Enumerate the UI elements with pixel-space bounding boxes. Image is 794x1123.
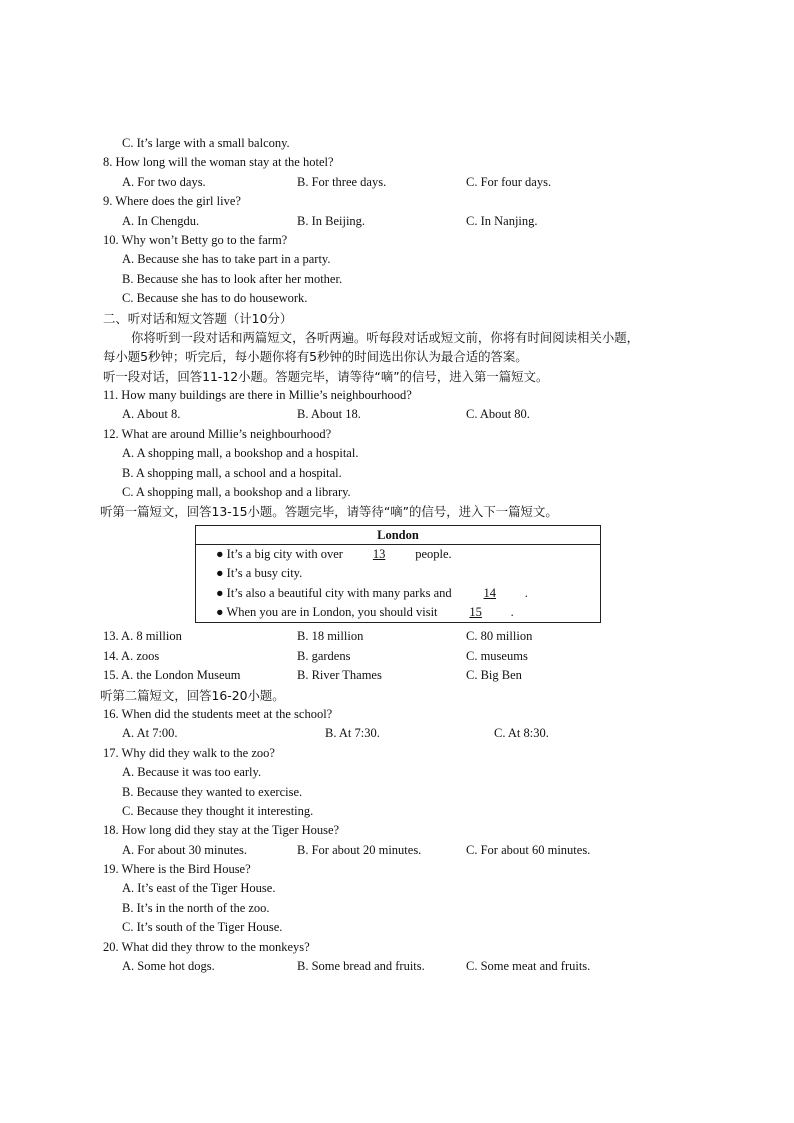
section2-intro-line1: 你将听到一段对话和两篇短文，各听两遍。听每段对话或短文前，你将有时间阅读相关小题， [131,329,640,345]
q17-stem: 17. Why did they walk to the zoo? [103,745,275,760]
q9-options [103,212,703,231]
passage2-instruction: 听第二篇短文，回答16-20小题。 [100,687,285,703]
q16-option-a: A. At 7:00. [122,726,178,741]
row4-end: . [510,604,514,619]
blank-15: 15 [469,604,482,619]
q15-option-b: B. River Thames [297,668,382,683]
q16-stem: 16. When did the students meet at the school? [103,706,333,721]
dialogue-instruction: 听一段对话，回答11-12小题。答题完毕，请等待“嘀”的信号，进入第一篇短文。 [103,368,549,384]
q20-option-a: A. Some hot dogs. [122,959,215,974]
q7-option-c: C. It’s large with a small balcony. [122,136,290,150]
q17-option-a: A. Because it was too early. [122,765,262,780]
q14-option-b: B. gardens [297,648,351,663]
q10-stem: 10. Why won’t Betty go to the farm? [103,232,288,247]
q17-option-b: B. Because they wanted to exercise. [122,784,303,799]
q13-options [103,627,703,646]
q20-option-b: B. Some bread and fruits. [297,959,425,974]
q11-option-c: C. About 80. [466,407,530,422]
q11-stem: 11. How many buildings are there in Millie’s neighbourhood? [103,388,412,403]
q13-option-c: C. 80 million [466,629,533,644]
london-table-row-2: ● It’s a busy city. [216,566,303,581]
passage1-instruction: 听第一篇短文，回答13-15小题。答题完毕，请等待“嘀”的信号，进入下一篇短文。 [100,504,558,520]
q13-option-a: 13. A. 8 million [103,629,182,644]
q10-option-a: A. Because she has to take part in a party. [122,252,331,267]
page-content [100,134,703,976]
q19-option-c: C. It’s south of the Tiger House. [122,920,283,935]
q8-option-b: B. For three days. [297,174,387,189]
row3-end: . [524,585,528,600]
section2-intro-line2: 每小题5秒钟；听完后，每小题你将有5秒钟的时间选出你认为最合适的答案。 [103,349,528,365]
blank-14: 14 [483,585,496,600]
q18-option-b: B. For about 20 minutes. [297,842,422,857]
q14-option-c: C. museums [466,648,528,663]
blank-13: 13 [372,546,386,561]
london-table-row-3 [196,584,600,603]
q8-option-a: A. For two days. [122,174,206,189]
q10-option-c: C. Because she has to do housework. [122,291,308,306]
q19-stem: 19. Where is the Bird House? [103,862,251,877]
q17-option-c: C. Because they thought it interesting. [122,803,314,818]
london-table [195,525,601,624]
q18-stem: 18. How long did they stay at the Tiger House? [103,823,340,838]
q18-option-c: C. For about 60 minutes. [466,842,591,857]
q11-option-a: A. About 8. [122,407,181,422]
q11-options [103,405,703,424]
q14-options [103,647,703,666]
q8-option-c: C. For four days. [466,174,552,189]
row1-text: ● It’s a big city with over [216,546,343,561]
q12-option-c: C. A shopping mall, a bookshop and a library. [122,485,351,500]
london-table-row-4 [196,603,600,622]
q16-option-c: C. At 8:30. [494,726,549,741]
london-table-title: London [196,526,600,545]
london-table-row-1 [196,545,600,564]
q16-options [103,724,703,743]
q10-option-b: B. Because she has to look after her mother. [122,271,343,286]
q19-option-b: B. It’s in the north of the zoo. [122,900,270,915]
q9-stem: 9. Where does the girl live? [103,194,241,209]
q19-option-a: A. It’s east of the Tiger House. [122,881,276,896]
q9-option-c: C. In Nanjing. [466,213,538,228]
q8-stem: 8. How long will the woman stay at the hotel? [103,155,334,170]
q15-option-c: C. Big Ben [466,668,522,683]
row4-text: ● When you are in London, you should visit [216,604,438,619]
q18-option-a: A. For about 30 minutes. [122,842,247,857]
row1-end: people. [415,546,452,561]
q8-options [103,173,703,192]
q12-option-a: A. A shopping mall, a bookshop and a hospital. [122,446,359,461]
q9-option-a: A. In Chengdu. [122,213,200,228]
q20-options [103,957,703,976]
q13-option-b: B. 18 million [297,629,364,644]
q12-option-b: B. A shopping mall, a school and a hospital. [122,465,342,480]
q11-option-b: B. About 18. [297,407,361,422]
q16-option-b: B. At 7:30. [325,726,380,741]
q20-option-c: C. Some meat and fruits. [466,959,591,974]
q9-option-b: B. In Beijing. [297,213,366,228]
q12-stem: 12. What are around Millie’s neighbourhood? [103,426,332,441]
q18-options [103,841,703,860]
q15-option-a: 15. A. the London Museum [103,668,241,683]
section2-title: 二、听对话和短文答题（计10分） [103,310,293,326]
q15-options [103,666,703,685]
q14-option-a: 14. A. zoos [103,648,160,663]
q20-stem: 20. What did they throw to the monkeys? [103,939,310,954]
row3-text: ● It’s also a beautiful city with many parks and [216,585,452,600]
